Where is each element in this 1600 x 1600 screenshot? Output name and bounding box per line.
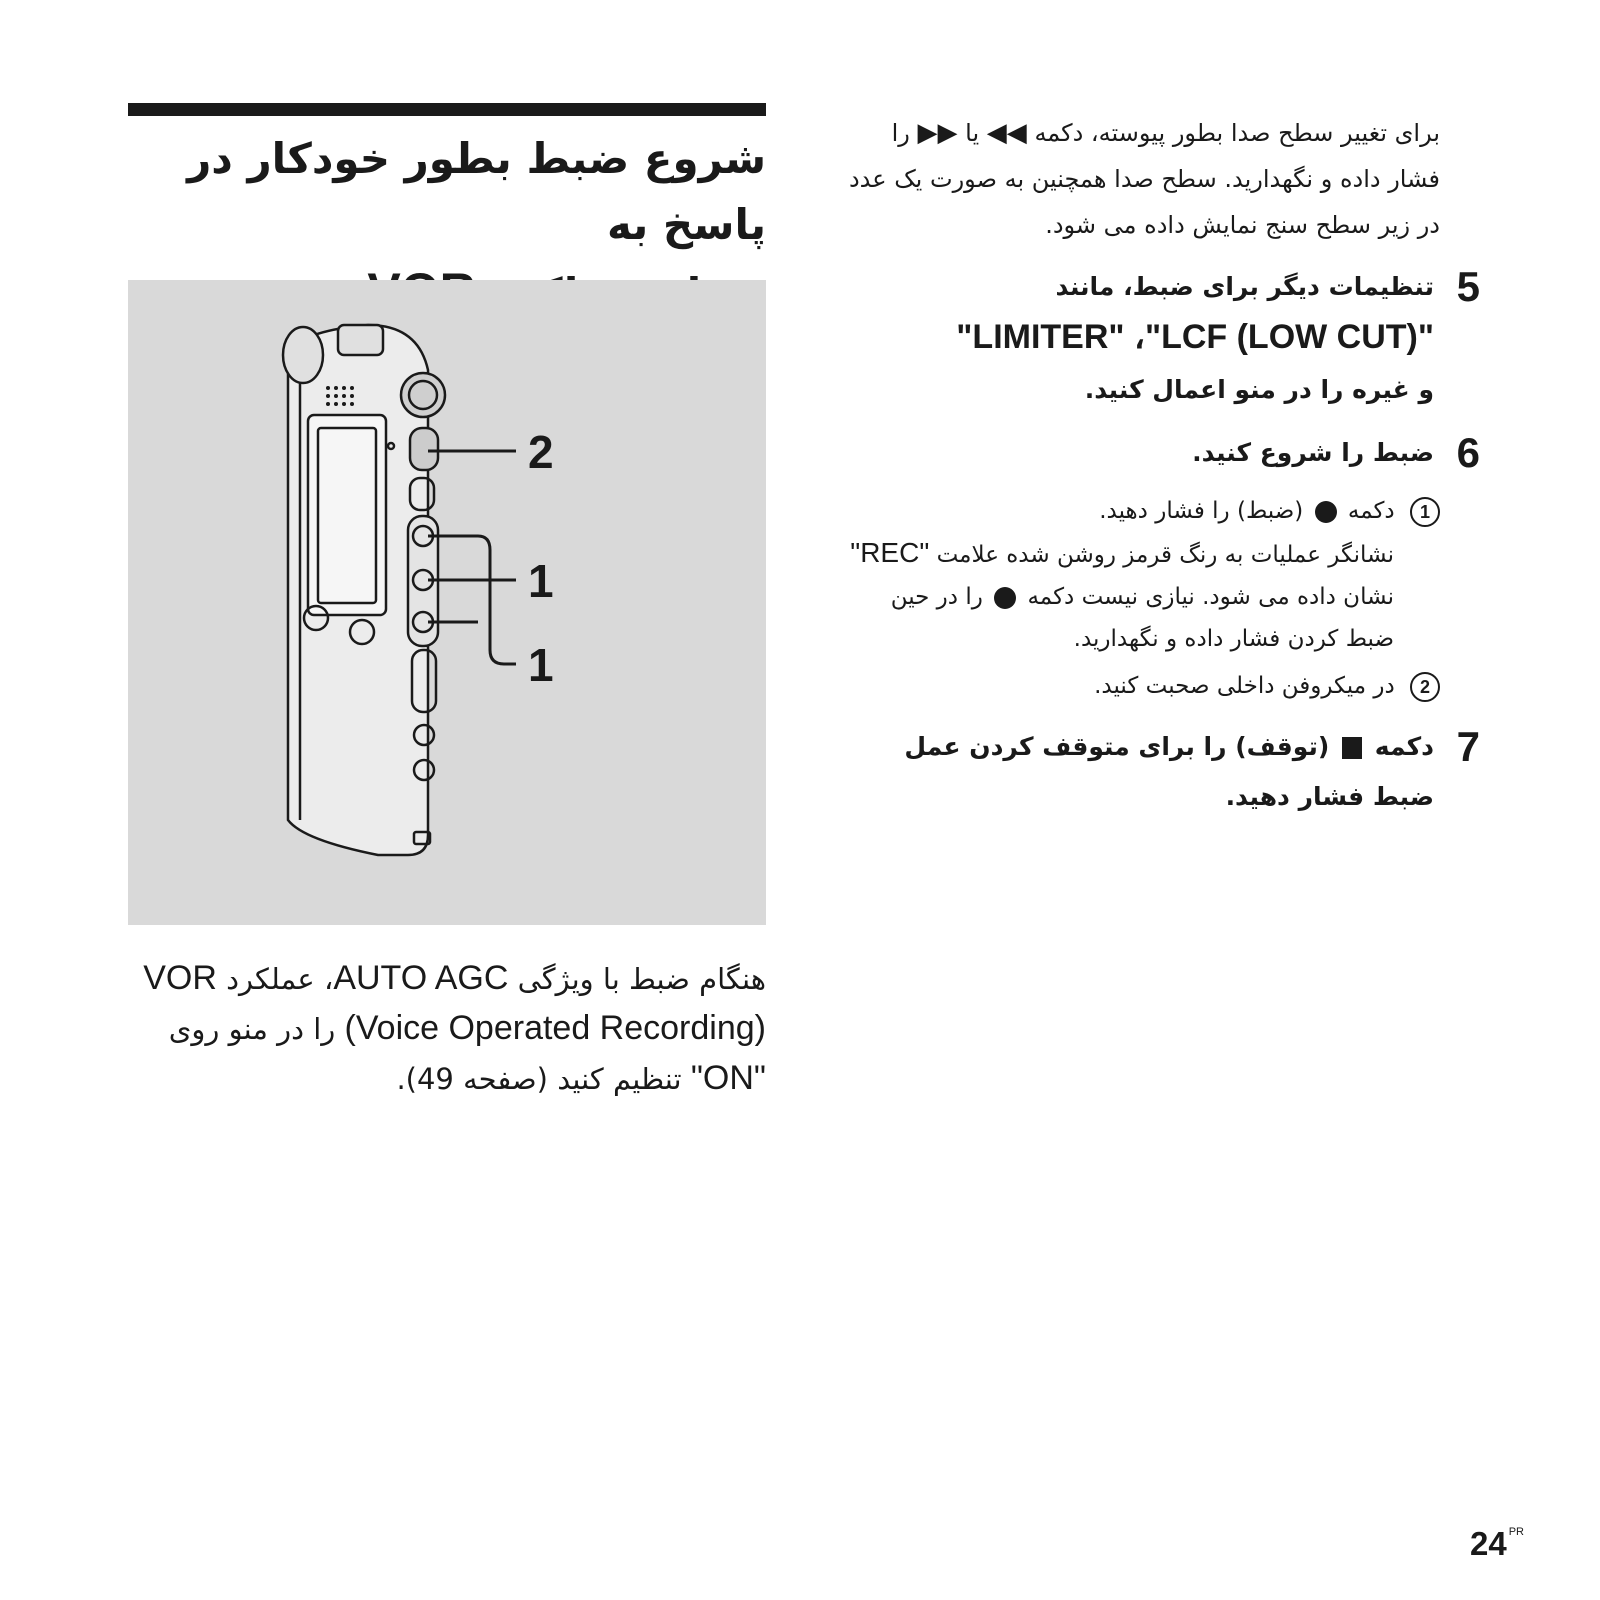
sub-2-text: در میکروفن داخلی صحبت کنید. (1094, 673, 1395, 699)
page-number-suffix: PR (1508, 1526, 1524, 1538)
caption-text-b: ، عملکرد (226, 962, 334, 996)
caption-auto-agc: AUTO AGC (333, 959, 509, 997)
step-7-text-a: دکمه (1374, 732, 1434, 761)
step-5-options: "LIMITER" ،"LCF (LOW CUT)" (956, 318, 1434, 356)
voice-recorder-drawing (128, 280, 766, 925)
callout-2: 2 (528, 426, 554, 478)
step-6 (840, 428, 1480, 478)
caption-text-a: هنگام ضبط با ویژگی (517, 962, 766, 996)
circled-1-icon: 1 (1410, 497, 1440, 527)
intro-or: یا (965, 119, 980, 147)
sub-1-text-c: نشانگر عملیات به رنگ قرمز روشن شده علامت (936, 542, 1394, 568)
caption-line-1 (128, 954, 766, 1004)
step-7 (840, 722, 1480, 822)
rec-label: "REC" (850, 537, 930, 568)
step-6-sub-1 (840, 490, 1440, 660)
step-5-line-3: و غیره را در منو اعمال کنید. (1084, 375, 1434, 404)
sub-1-text-b: (ضبط) را فشار دهید. (1099, 498, 1304, 524)
caption-voice-operated: (Voice Operated Recording) (344, 1009, 766, 1047)
callout-1b: 1 (528, 639, 554, 691)
step-6-sub-2 (840, 665, 1440, 707)
record-button-icon-2 (994, 587, 1016, 609)
step-7-text-b: (توقف) را برای متوقف کردن عمل ضبط فشار دهید. (904, 732, 1434, 811)
page-number (1470, 1525, 1524, 1563)
page-number-value: 24 (1470, 1525, 1507, 1562)
step-5-number: 5 (1456, 263, 1480, 310)
intro-text-a: برای تغییر سطح صدا بطور پیوسته، دکمه (1034, 119, 1440, 147)
intro-paragraph (840, 110, 1440, 248)
sub-1-text-d: نشان داده می شود. نیازی نیست دکمه (1027, 584, 1394, 610)
vor-caption (128, 954, 766, 1104)
caption-text-c: را در منو روی (168, 1012, 336, 1046)
caption-vor: VOR (143, 959, 217, 997)
step-5 (840, 262, 1480, 415)
caption-line-3 (128, 1054, 766, 1104)
heading-line-1: شروع ضبط بطور خودکار در پاسخ به (187, 134, 766, 249)
sub-1-details (840, 532, 1394, 660)
circled-2-icon: 2 (1410, 672, 1440, 702)
caption-line-2 (128, 1004, 766, 1054)
recorder-illustration (128, 280, 766, 925)
step-6-number: 6 (1456, 429, 1480, 476)
step-5-line-1: تنظیمات دیگر برای ضبط، مانند (1055, 272, 1434, 301)
sub-1-line-1 (840, 490, 1440, 532)
step-7-number: 7 (1456, 723, 1480, 770)
stop-button-icon (1342, 737, 1362, 759)
callout-1a: 1 (528, 555, 554, 607)
caption-on: "ON" (690, 1059, 766, 1097)
intro-text-b: را فشار داده و نگهدارید. سطح صدا همچنین به صورت یک عدد در زیر سطح سنج نمایش داده می شود. (848, 119, 1440, 239)
heading-rule (128, 103, 766, 116)
sub-1-text-a: دکمه (1347, 498, 1395, 524)
step-5-text (840, 262, 1434, 415)
sub-1-text-e: را در حین ضبط کردن فشار داده و نگهدارید. (890, 584, 1394, 652)
step-7-text (840, 722, 1434, 822)
caption-text-d: تنظیم کنید (صفحه 49). (396, 1062, 682, 1096)
fast-forward-icon: ▶▶ (917, 118, 958, 148)
skip-back-icon: ◀◀ (986, 118, 1027, 148)
step-6-text: ضبط را شروع کنید. (1192, 438, 1434, 467)
record-button-icon (1315, 501, 1337, 523)
